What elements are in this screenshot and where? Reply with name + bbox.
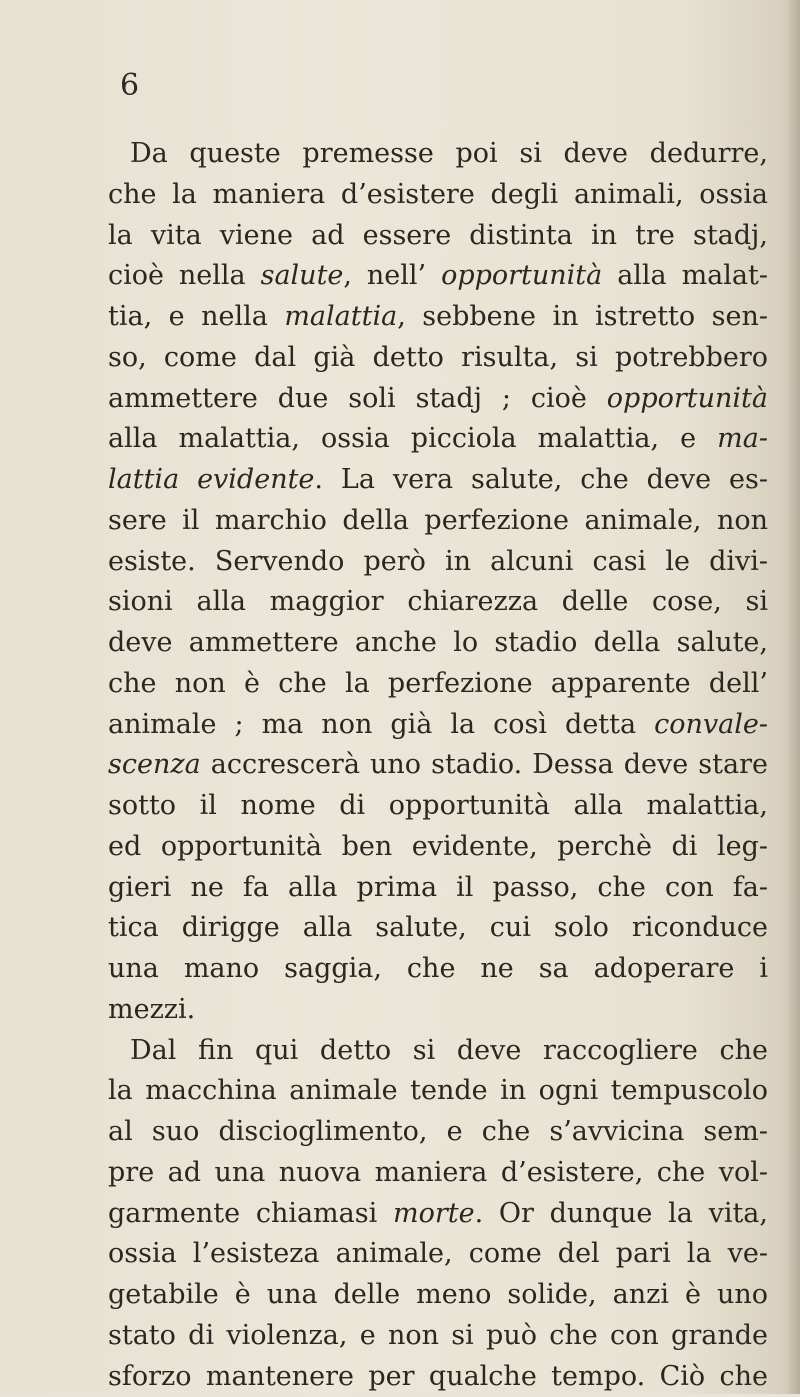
text-line [108,705,768,746]
italic-text: lattia evidente [108,464,314,495]
text-line [108,745,768,786]
text-segment: tia, e nella [108,301,284,332]
text-segment: una mano saggia, che ne sa adoperare i [108,953,768,984]
text-line [108,1316,768,1357]
text-segment: deve ammettere anche lo stadio della salute, [108,627,768,658]
text-segment: , sebbene in istretto sen- [397,301,768,332]
italic-text: morte [393,1198,475,1229]
text-segment: . Or dunque la vita, [475,1198,768,1229]
text-segment: so, come dal già detto risulta, si potrebbero [108,342,768,373]
text-segment: cioè nella [108,260,261,291]
italic-text: convale- [654,709,768,740]
text-segment: accrescerà uno stadio. Dessa deve stare [201,749,768,780]
text-segment: ed opportunità ben evidente, perchè di leg- [108,831,768,862]
text-line [108,1031,768,1072]
text-line [108,256,768,297]
italic-text: ma- [717,423,768,454]
text-line [108,1194,768,1235]
text-line [108,786,768,827]
italic-text: opportunità [441,260,602,291]
text-line [108,216,768,257]
text-line [108,1112,768,1153]
text-line [108,134,768,175]
text-segment: tica dirigge alla salute, cui solo riconduce [108,912,768,943]
text-segment: la vita viene ad essere distinta in tre stadj, [108,220,768,251]
text-segment: sforzo mantenere per qualche tempo. Ciò che [108,1361,768,1392]
text-segment: Da queste premesse poi si deve dedurre, [130,138,768,169]
page-number: 6 [120,68,139,103]
text-line [108,175,768,216]
text-segment: ammettere due soli stadj ; cioè [108,383,607,414]
page-edge-shadow [786,0,800,1394]
text-line [108,1153,768,1194]
italic-text: salute [261,260,344,291]
text-segment: la macchina animale tende in ogni tempuscolo [108,1075,768,1106]
text-line [108,1071,768,1112]
text-line [108,460,768,501]
text-segment: che non è che la perfezione apparente dell’ [108,668,768,699]
text-segment: animale ; ma non già la così detta [108,709,654,740]
text-segment: al suo discioglimento, e che s’avvicina sem- [108,1116,768,1147]
text-line [108,542,768,583]
italic-text: opportunità [607,383,768,414]
text-segment: gieri ne fa alla prima il passo, che con fa- [108,872,768,903]
text-line [108,868,768,909]
text-line [108,1234,768,1275]
text-line [108,990,768,1031]
text-line [108,908,768,949]
text-segment: stato di violenza, e non si può che con grande [108,1320,768,1351]
text-segment: che la maniera d’esistere degli animali, ossia [108,179,768,210]
text-line [108,297,768,338]
text-line [108,664,768,705]
italic-text: malattia [284,301,397,332]
text-segment: pre ad una nuova maniera d’esistere, che vol- [108,1157,768,1188]
text-segment: mezzi. [108,994,195,1025]
text-line [108,582,768,623]
text-segment: alla malat- [602,260,768,291]
text-line [108,1275,768,1316]
text-line [108,501,768,542]
body-text [108,134,768,1397]
text-segment: ossia l’esisteza animale, come del pari la ve- [108,1238,768,1269]
text-segment: , nell’ [343,260,441,291]
text-line [108,1357,768,1397]
text-segment: garmente chiamasi [108,1198,393,1229]
text-line [108,623,768,664]
text-line [108,419,768,460]
text-segment: sioni alla maggior chiarezza delle cose, si [108,586,768,617]
text-segment: . La vera salute, che deve es- [314,464,768,495]
text-segment: getabile è una delle meno solide, anzi è uno [108,1279,768,1310]
text-segment: esiste. Servendo però in alcuni casi le divi- [108,546,768,577]
text-line [108,338,768,379]
text-line [108,827,768,868]
text-segment: Dal fin qui detto si deve raccogliere che [130,1035,768,1066]
text-segment: sere il marchio della perfezione animale, non [108,505,768,536]
text-segment: alla malattia, ossia picciola malattia, e [108,423,717,454]
text-line [108,379,768,420]
text-line [108,949,768,990]
text-segment: sotto il nome di opportunità alla malattia, [108,790,768,821]
italic-text: scenza [108,749,201,780]
